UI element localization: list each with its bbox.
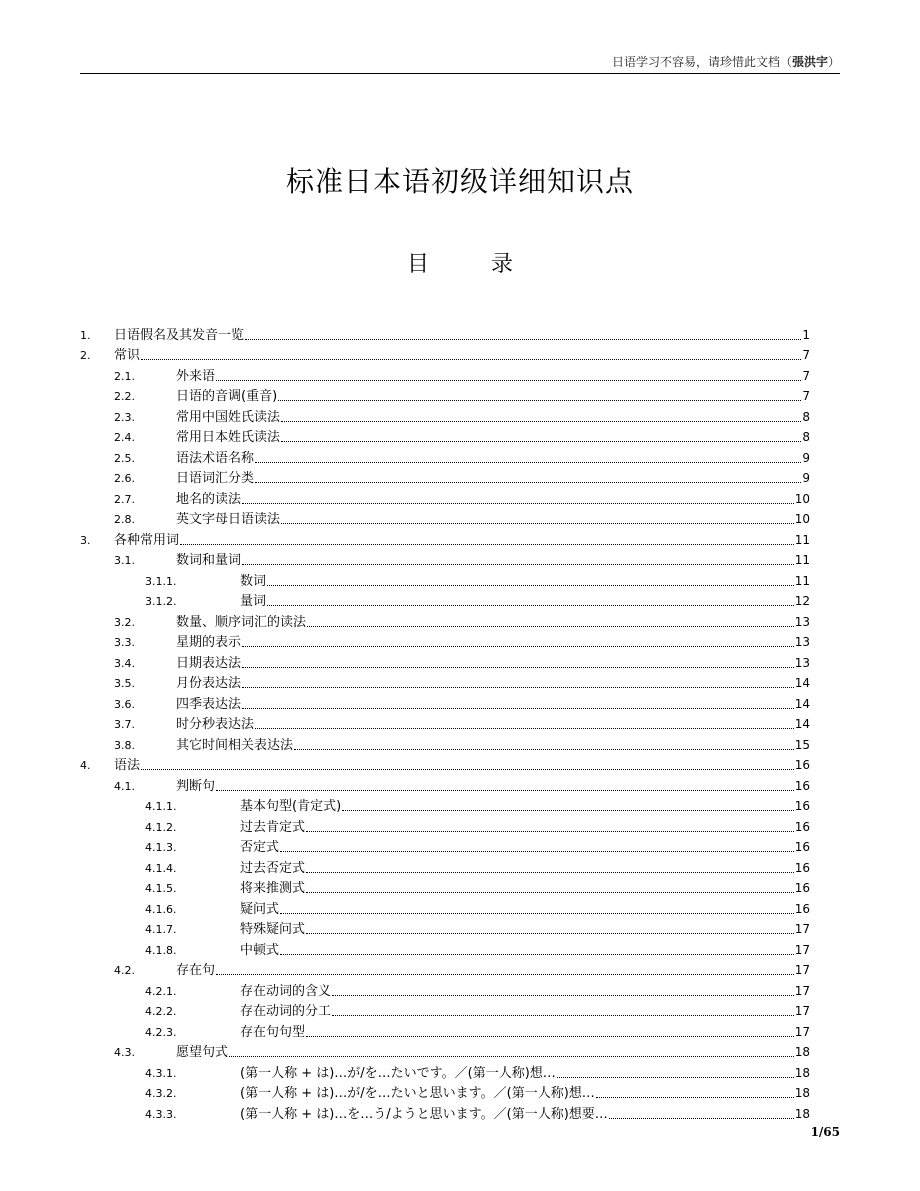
toc-entry[interactable]: [80, 937, 810, 958]
toc-entry-label[interactable]: 星期的表示: [176, 635, 242, 650]
toc-entry-page: 16: [794, 819, 810, 834]
toc-entry-number: 3.8.: [114, 738, 135, 752]
toc-entry-page: 18: [794, 1045, 810, 1059]
toc-entry-label[interactable]: 存在动词的分工: [240, 1004, 332, 1019]
toc-entry-page: 17: [794, 922, 810, 936]
toc-entry[interactable]: [80, 1040, 810, 1061]
toc-entry-page: 16: [794, 799, 810, 813]
toc-leader-dots: [294, 749, 794, 750]
toc-entry-page: 17: [794, 942, 810, 957]
toc-entry-number: 2.4.: [114, 431, 135, 444]
toc-leader-dots: [216, 380, 801, 381]
toc-entry[interactable]: [80, 835, 810, 856]
toc-entry-number: 4.3.: [114, 1046, 135, 1059]
toc-entry-number: 4.2.1.: [145, 984, 177, 998]
toc-leader-dots: [609, 1118, 794, 1119]
toc-entry-label[interactable]: 基本句型(肯定式): [240, 799, 342, 814]
toc-entry-label[interactable]: 数量、顺序词汇的读法: [176, 614, 307, 630]
toc-entry-page: 14: [794, 696, 810, 711]
toc-leader-dots: [255, 462, 801, 463]
toc-entry[interactable]: [80, 978, 810, 999]
toc-entry-label[interactable]: 数词和量词: [176, 553, 242, 568]
toc-entry-label[interactable]: 过去肯定式: [240, 819, 306, 835]
toc-entry-label[interactable]: 特殊疑问式: [240, 922, 306, 937]
toc-leader-dots: [281, 441, 801, 442]
toc-entry[interactable]: [80, 404, 810, 425]
toc-leader-dots: [242, 503, 794, 504]
toc-entry-number: 3.1.: [114, 554, 135, 567]
toc-entry[interactable]: [80, 1060, 810, 1081]
toc-entry-page: 17: [794, 963, 810, 977]
toc-entry-page: 12: [794, 594, 810, 608]
toc-entry-page: 9: [802, 471, 810, 485]
page-header: [612, 53, 840, 70]
toc-entry-page: 16: [794, 840, 810, 854]
toc-entry-label[interactable]: 存在句: [176, 963, 216, 978]
toc-entry[interactable]: [80, 1101, 810, 1122]
toc-leader-dots: [267, 605, 794, 606]
toc-entry-label[interactable]: 判断句: [176, 778, 216, 794]
toc-entry-label[interactable]: 日语词汇分类: [176, 471, 255, 486]
toc-leader-dots: [306, 1036, 794, 1037]
toc-entry-label[interactable]: 常用日本姓氏读法: [176, 430, 281, 445]
header-close: ）: [827, 55, 840, 69]
toc-entry-number: 4.1.3.: [145, 841, 177, 854]
toc-leader-dots: [306, 933, 794, 934]
toc-entry-page: 13: [794, 655, 810, 670]
toc-leader-dots: [242, 708, 794, 709]
toc-entry[interactable]: [80, 609, 810, 630]
toc-leader-dots: [281, 523, 794, 524]
toc-entry[interactable]: [80, 343, 810, 364]
toc-entry-number: 4.1.4.: [145, 861, 177, 875]
toc-entry[interactable]: [80, 384, 810, 405]
toc-entry-number: 2.: [80, 349, 91, 362]
toc-entry-page: 17: [794, 1024, 810, 1039]
toc-leader-dots: [229, 1056, 794, 1057]
toc-entry-number: 3.3.: [114, 636, 135, 649]
toc-leader-dots: [278, 400, 801, 401]
document-title: 标准日本语初级详细知识点: [285, 165, 634, 198]
toc-entry[interactable]: [80, 363, 810, 384]
toc-entry-number: 4.1.8.: [145, 943, 177, 957]
toc-entry-label[interactable]: 存在句句型: [240, 1024, 306, 1040]
toc-entry-page: 7: [802, 348, 810, 362]
toc-entry[interactable]: [80, 917, 810, 938]
toc-entry-page: 16: [794, 860, 810, 875]
toc-entry-page: 10: [794, 491, 810, 506]
toc-leader-dots: [342, 810, 794, 811]
toc-entry-label[interactable]: 过去否定式: [240, 860, 306, 876]
toc-leader-dots: [216, 790, 794, 791]
toc-leader-dots: [280, 913, 794, 914]
toc-entry[interactable]: [80, 589, 810, 610]
table-of-contents: [80, 322, 810, 1122]
toc-entry-number: 2.6.: [114, 472, 135, 485]
toc-entry[interactable]: [80, 896, 810, 917]
toc-heading-left: 目: [406, 252, 429, 277]
toc-leader-dots: [242, 564, 794, 565]
toc-entry-label[interactable]: 各种常用词: [114, 532, 180, 548]
toc-entry-page: 14: [794, 676, 810, 690]
toc-entry-number: 4.1.6.: [145, 902, 177, 916]
toc-entry-number: 2.7.: [114, 492, 135, 506]
toc-leader-dots: [306, 892, 794, 893]
toc-entry-label[interactable]: 否定式: [240, 840, 280, 855]
toc-entry[interactable]: [80, 876, 810, 897]
toc-leader-dots: [180, 544, 794, 545]
toc-entry-number: 2.1.: [114, 369, 135, 383]
toc-leader-dots: [280, 954, 794, 955]
toc-leader-dots: [307, 626, 794, 627]
toc-entry-page: 13: [794, 635, 810, 649]
toc-entry-page: 11: [794, 532, 810, 547]
toc-entry-number: 4.3.2.: [145, 1087, 177, 1100]
toc-entry-page: 17: [794, 983, 810, 998]
toc-entry-page: 18: [794, 1065, 810, 1080]
toc-leader-dots: [242, 646, 794, 647]
toc-leader-dots: [255, 728, 794, 729]
toc-leader-dots: [557, 1077, 794, 1078]
toc-entry-page: 15: [794, 737, 810, 752]
header-rule: [80, 73, 840, 74]
toc-entry-number: 3.5.: [114, 677, 135, 690]
toc-entry[interactable]: [80, 445, 810, 466]
toc-entry[interactable]: [80, 1081, 810, 1102]
toc-entry[interactable]: [80, 999, 810, 1020]
toc-entry-label[interactable]: 其它时间相关表达法: [176, 737, 294, 753]
toc-entry-number: 3.6.: [114, 697, 135, 711]
toc-entry[interactable]: [80, 732, 810, 753]
toc-entry-page: 16: [794, 881, 810, 895]
toc-entry[interactable]: [80, 1019, 810, 1040]
toc-entry-number: 4.1.7.: [145, 923, 177, 936]
toc-entry-number: 4.3.3.: [145, 1107, 177, 1121]
toc-entry-number: 3.: [80, 533, 91, 547]
toc-entry-label[interactable]: 愿望句式: [176, 1045, 229, 1060]
toc-leader-dots: [267, 585, 794, 586]
toc-entry-number: 3.4.: [114, 656, 135, 670]
toc-entry-label[interactable]: 月份表达法: [176, 676, 242, 691]
toc-entry-page: 13: [794, 614, 810, 629]
toc-entry-label[interactable]: 外来语: [176, 368, 216, 384]
toc-entry[interactable]: [80, 527, 810, 548]
toc-leader-dots: [216, 974, 794, 975]
toc-entry-number: 2.5.: [114, 451, 135, 465]
toc-leader-dots: [141, 359, 801, 360]
toc-entry-label[interactable]: 疑问式: [240, 901, 280, 917]
toc-entry[interactable]: [80, 753, 810, 774]
toc-entry-number: 1.: [80, 328, 91, 342]
toc-entry-page: 1: [802, 327, 810, 342]
toc-leader-dots: [306, 831, 794, 832]
toc-entry-number: 3.1.2.: [145, 595, 177, 608]
toc-entry-label[interactable]: 常用中国姓氏读法: [176, 409, 281, 425]
toc-entry[interactable]: [80, 548, 810, 569]
toc-entry-number: 4.1.1.: [145, 800, 177, 813]
toc-entry[interactable]: [80, 712, 810, 733]
toc-leader-dots: [242, 687, 794, 688]
toc-entry[interactable]: [80, 322, 810, 343]
toc-entry-number: 2.8.: [114, 513, 135, 526]
toc-entry-label[interactable]: 将来推测式: [240, 881, 306, 896]
toc-leader-dots: [332, 1015, 794, 1016]
toc-entry[interactable]: [80, 671, 810, 692]
toc-entry-label[interactable]: 语法: [114, 758, 141, 773]
toc-entry-number: 3.1.1.: [145, 574, 177, 588]
toc-entry-page: 18: [794, 1086, 810, 1100]
toc-entry[interactable]: [80, 773, 810, 794]
toc-entry-number: 4.1.: [114, 779, 135, 793]
toc-entry-number: 4.3.1.: [145, 1066, 177, 1080]
toc-entry-number: 4.1.2.: [145, 820, 177, 834]
toc-entry-label[interactable]: 地名的读法: [176, 491, 242, 507]
toc-leader-dots: [141, 769, 794, 770]
toc-entry-page: 7: [802, 389, 810, 403]
toc-entry-page: 8: [802, 430, 810, 444]
toc-entry[interactable]: [80, 855, 810, 876]
toc-heading: [0, 247, 920, 278]
toc-entry-number: 3.2.: [114, 615, 135, 629]
toc-leader-dots: [596, 1097, 794, 1098]
toc-entry-page: 11: [794, 553, 810, 567]
toc-entry-page: 16: [794, 901, 810, 916]
toc-entry-number: 4.2.2.: [145, 1005, 177, 1018]
toc-entry[interactable]: [80, 486, 810, 507]
toc-entry-label[interactable]: 日语的音调(重音): [176, 389, 278, 404]
toc-entry-label[interactable]: 日语假名及其发音一览: [114, 327, 245, 343]
toc-entry[interactable]: [80, 425, 810, 446]
toc-entry-number: 2.2.: [114, 390, 135, 403]
toc-entry-page: 16: [794, 778, 810, 793]
toc-entry-page: 16: [794, 758, 810, 772]
toc-entry-number: 4.1.5.: [145, 882, 177, 895]
toc-entry-number: 4.2.3.: [145, 1025, 177, 1039]
toc-entry-label[interactable]: (第一人称 + は)…が/を…たいと思います。／(第一人称)想…: [240, 1086, 595, 1101]
toc-entry-number: 4.: [80, 759, 91, 772]
header-author: 張洪宇: [791, 55, 828, 69]
toc-entry-label[interactable]: 日期表达法: [176, 655, 242, 671]
toc-entry[interactable]: [80, 568, 810, 589]
toc-entry-number: 4.2.: [114, 964, 135, 977]
toc-entry-label[interactable]: 中顿式: [240, 942, 280, 958]
toc-leader-dots: [280, 851, 794, 852]
toc-entry-label[interactable]: 常识: [114, 348, 141, 363]
toc-entry[interactable]: [80, 794, 810, 815]
toc-entry-label[interactable]: (第一人称 + は)…を…う/ようと思います。／(第一人称)想要…: [240, 1106, 608, 1122]
toc-entry[interactable]: [80, 814, 810, 835]
page-indicator: 1/65: [810, 1125, 840, 1139]
toc-entry-page: 8: [802, 409, 810, 424]
toc-leader-dots: [245, 339, 801, 340]
toc-entry[interactable]: [80, 650, 810, 671]
toc-entry[interactable]: [80, 691, 810, 712]
toc-entry-label[interactable]: 语法术语名称: [176, 450, 255, 466]
toc-entry-page: 9: [802, 450, 810, 465]
toc-entry-label[interactable]: 四季表达法: [176, 696, 242, 712]
toc-entry[interactable]: [80, 958, 810, 979]
toc-leader-dots: [281, 421, 801, 422]
toc-entry-page: 14: [794, 717, 810, 731]
toc-leader-dots: [242, 667, 794, 668]
toc-entry[interactable]: [80, 466, 810, 487]
toc-entry[interactable]: [80, 630, 810, 651]
toc-entry-label[interactable]: (第一人称 + は)…が/を…たいです。／(第一人称)想…: [240, 1065, 556, 1081]
toc-entry-number: 3.7.: [114, 718, 135, 731]
toc-leader-dots: [332, 995, 794, 996]
toc-entry-page: 10: [794, 512, 810, 526]
toc-heading-right: 录: [491, 252, 514, 277]
toc-entry-label[interactable]: 数词: [240, 573, 267, 589]
toc-entry-label[interactable]: 存在动词的含义: [240, 983, 332, 999]
toc-entry-label[interactable]: 量词: [240, 594, 267, 609]
toc-entry[interactable]: [80, 507, 810, 528]
toc-entry-label[interactable]: 英文字母日语读法: [176, 512, 281, 527]
toc-entry-page: 11: [794, 573, 810, 588]
toc-entry-page: 17: [794, 1004, 810, 1018]
toc-leader-dots: [306, 872, 794, 873]
toc-leader-dots: [255, 482, 801, 483]
toc-entry-page: 7: [802, 368, 810, 383]
toc-entry-label[interactable]: 时分秒表达法: [176, 717, 255, 732]
toc-entry-page: 18: [794, 1106, 810, 1121]
header-text: 日语学习不容易，请珍惜此文档（: [611, 55, 792, 69]
toc-entry-number: 2.3.: [114, 410, 135, 424]
